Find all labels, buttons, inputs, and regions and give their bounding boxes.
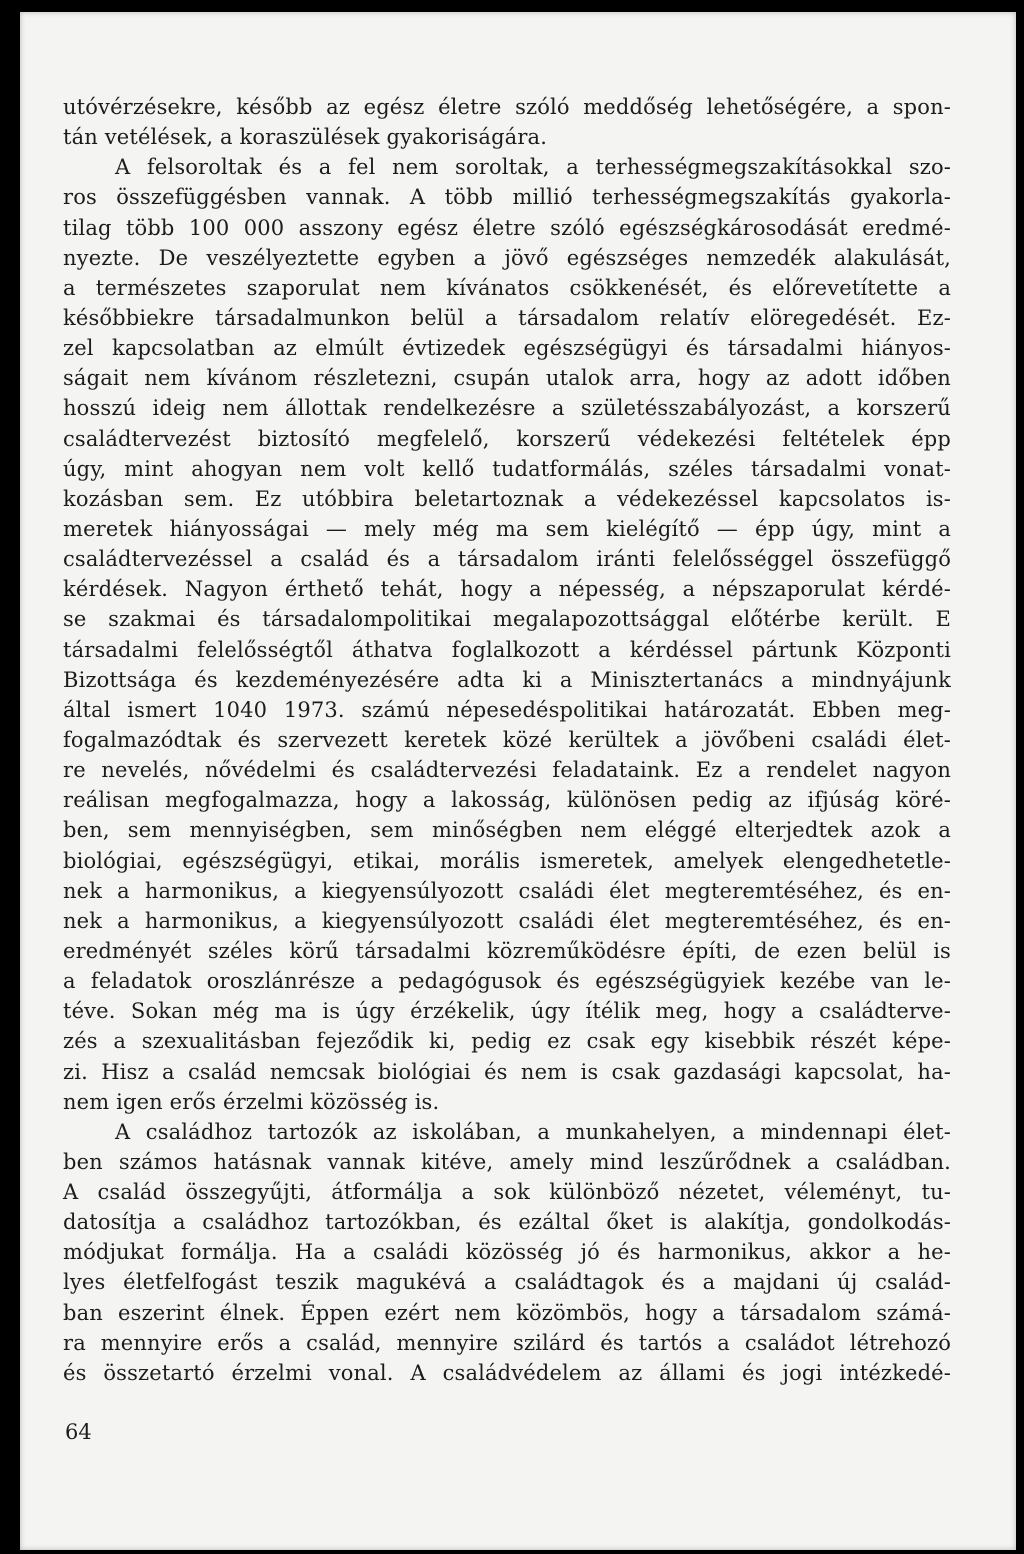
text-line: nyezte. De veszélyeztette egyben a jövő egészséges nemzedék alakulását, [63,245,951,270]
text-line: utóvérzésekre, később az egész életre szóló meddőség lehetőségére, a spon- [63,95,951,119]
text-line: családtervezést biztosító megfelelő, korszerű védekezési feltételek épp [63,426,951,451]
text-line: kérdések. Nagyon érthető tehát, hogy a népesség, a népszaporulat kérdé- [63,577,951,602]
text-line: ben, sem mennyiségben, sem minőségben nem eléggé elterjedtek azok a [63,818,951,843]
text-line: hosszú ideig nem állottak rendelkezésre a születésszabályozást, a korszerű [63,396,951,421]
text-line: A családhoz tartozók az iskolában, a munkahelyen, a mindennapi élet- [115,1119,951,1144]
text-line: datosítja a családhoz tartozókban, és ezáltal őket is alakítja, gondolkodás- [63,1210,951,1235]
text-line: nek a harmonikus, a kiegyensúlyozott családi élet megteremtéséhez, és en- [63,908,951,933]
text-line: téve. Sokan még ma is úgy érzékelik, úgy ítélik meg, hogy a családterve- [63,999,951,1024]
text-line: ra mennyire erős a család, mennyire szilárd és tartós a családot létrehozó [63,1330,951,1355]
text-line: a feladatok oroszlánrésze a pedagógusok és egészségügyiek kezébe van le- [63,969,951,994]
text-line: és összetartó érzelmi vonal. A családvédelem az állami és jogi intézkedé- [63,1360,951,1385]
text-line: módjukat formálja. Ha a családi közösség jó és harmonikus, akkor a he- [63,1240,951,1265]
text-line: nem igen erős érzelmi közösség is. [63,1089,440,1114]
body-text [63,92,951,1388]
text-line: ben számos hatásnak vannak kitéve, amely mind leszűrődnek a családban. [63,1149,951,1174]
text-line: fogalmazódtak és szervezett keretek közé kerültek a jövőbeni családi élet- [63,727,951,752]
text-line: nek a harmonikus, a kiegyensúlyozott családi élet megteremtéséhez, és en- [63,878,951,903]
text-line: zés a szexualitásban fejeződik ki, pedig ez csak egy kisebbik részét képe- [63,1029,951,1054]
text-line: re nevelés, nővédelmi és családtervezési feladataink. Ez a rendelet nagyon [63,758,951,783]
text-line: kozásban sem. Ez utóbbira beletartoznak a védekezéssel kapcsolatos is- [63,486,951,511]
text-line: társadalmi felelősségtől áthatva foglalkozott a kérdéssel pártunk Központi [63,637,951,662]
book-page [20,12,1016,1550]
text-line: által ismert 1040 1973. számú népesedéspolitikai határozatát. Ebben meg- [63,697,951,722]
text-line: se szakmai és társadalompolitikai megalapozottsággal előtérbe került. E [63,607,951,632]
text-line: családtervezéssel a család és a társadalom iránti felelősséggel összefüggő [63,547,951,572]
text-line: úgy, mint ahogyan nem volt kellő tudatformálás, széles társadalmi vonat- [63,456,951,481]
text-line: reálisan megfogalmazza, hogy a lakosság, különösen pedig az ifjúság köré- [63,788,951,813]
text-line: ros összefüggésben vannak. A több millió terhességmegszakítás gyakorla- [63,185,951,210]
text-line: tán vetélések, a koraszülések gyakoriságára. [63,125,548,150]
text-line: Bizottsága és kezdeményezésére adta ki a Minisztertanács a mindnyájunk [63,667,951,692]
text-line: ban eszerint élnek. Éppen ezért nem közömbös, hogy a társadalom számá- [63,1300,951,1325]
text-line: A felsoroltak és a fel nem soroltak, a terhességmegszakításokkal szo- [115,155,951,180]
text-line: ságait nem kívánom részletezni, csupán utalok arra, hogy az adott időben [63,366,951,391]
text-line: a természetes szaporulat nem kívánatos csökkenését, és előrevetítette a [63,275,951,300]
text-line: biológiai, egészségügyi, etikai, morális ismeretek, amelyek elengedhetetle- [63,848,951,873]
page-number: 64 [65,1420,92,1444]
text-line: tilag több 100 000 asszony egész életre szóló egészségkárosodását eredmé- [63,215,951,240]
text-line: zi. Hisz a család nemcsak biológiai és nem is csak gazdasági kapcsolat, ha- [63,1059,951,1084]
text-line: zel kapcsolatban az elmúlt évtizedek egészségügyi és társadalmi hiányos- [63,336,951,361]
text-line: későbbiekre társadalmunkon belül a társadalom relatív elöregedését. Ez- [63,305,951,330]
text-line: meretek hiányosságai — mely még ma sem kielégítő — épp úgy, mint a [63,516,951,541]
text-line: lyes életfelfogást teszik magukévá a családtagok és a majdani új család- [63,1270,951,1295]
text-line: A család összegyűjti, átformálja a sok különböző nézetet, véleményt, tu- [63,1180,951,1205]
text-line: eredményét széles körű társadalmi közreműködésre építi, de ezen belül is [63,938,951,963]
